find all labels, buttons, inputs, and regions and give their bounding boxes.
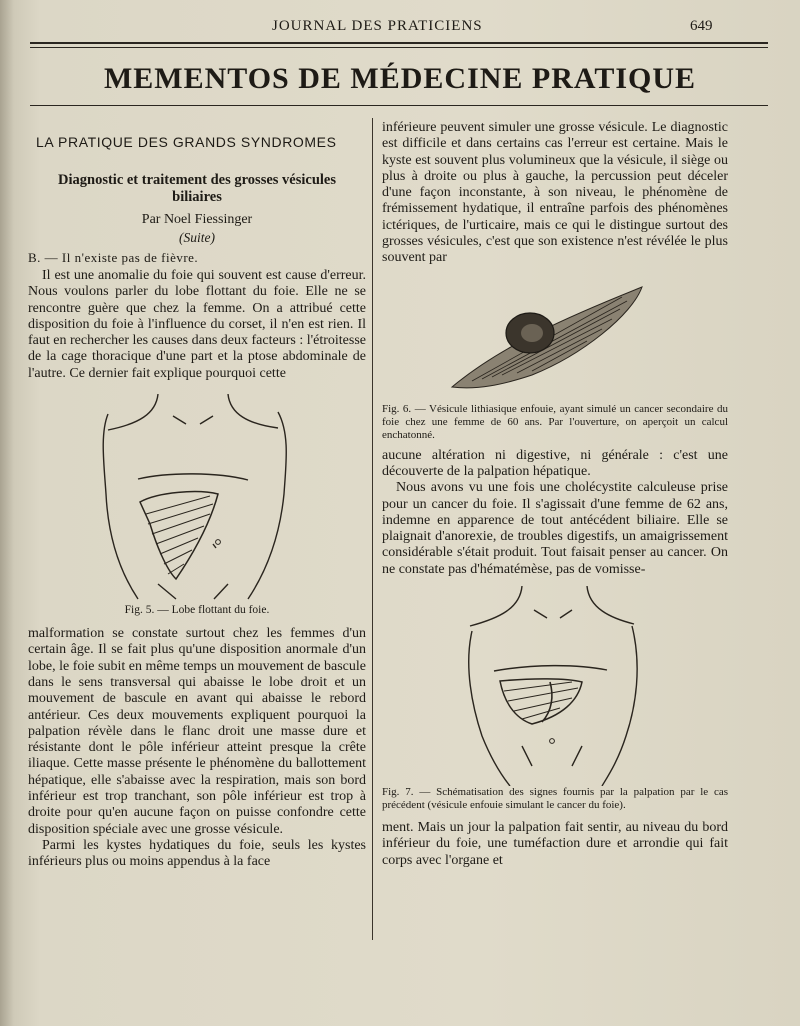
- header-rule: [30, 42, 768, 44]
- figure-5-drawing: [28, 394, 366, 604]
- figure-6-drawing: [382, 275, 728, 403]
- author-byline: Par Noel Fiessinger: [141, 212, 253, 227]
- article-title-line1: Diagnostic et traitement des grosses vésicules: [58, 172, 336, 188]
- rubric-heading: LA PRATIQUE DES GRANDS SYNDROMES: [36, 134, 337, 150]
- paragraph: inférieure peuvent simuler une grosse vésicule. Le diagnostic est difficile et dans certains cas l'erreur est certaine. Mais le kyste est souvent plus volumineux que la vésicule, il siège ou plus à droite ou plus à gauche, la percussion peut déceler d'une façon inconstante, à son niveau, le phénomène de frémissement hydatique, il entraîne parfois des phénomènes ictériques, de l'urticaire, mais ce qui le distingue surtout des grosses vésicules, c'est que son existence n'est révélée le plus souvent par: [382, 120, 728, 266]
- paragraph: aucune altération ni digestive, ni générale : c'est une découverte de la palpation hépatique.: [382, 447, 728, 479]
- subheading: B. — Il n'existe pas de fièvre.: [28, 250, 199, 265]
- figure-6: [382, 275, 728, 403]
- title-rule: [30, 105, 768, 106]
- article-title-line2: biliaires: [172, 189, 222, 205]
- section-title: MEMENTOS DE MÉDECINE PRATIQUE: [103, 62, 697, 95]
- figure-5: [28, 394, 366, 604]
- header-rule-thin: [30, 47, 768, 48]
- paragraph: Nous avons vu une fois une cholécystite calculeuse prise pour un cancer du foie. Il s'agissait d'une femme de 62 ans, indemne en apparence de tout antécédent biliaire. Elle se plaignait d'anorexie, de troubles digestifs, un amaigrissement considérable s'était produit. Tout faisait penser au cancer. On ne constate pas d'hématémèse, pas de vomisse-: [382, 480, 728, 577]
- figure-7: [382, 586, 728, 786]
- article-title: [28, 172, 366, 206]
- running-title: JOURNAL DES PRATICIENS: [272, 18, 483, 34]
- page-number: 649: [690, 18, 713, 34]
- right-column: [382, 120, 728, 869]
- column-divider: [372, 118, 373, 940]
- figure-7-drawing: [382, 586, 728, 786]
- paragraph: malformation se constate surtout chez les femmes d'un certain âge. Il se fait plus qu'une disposition anormale d'un lobe, le foie subit en même temps un mouvement de bascule dans le sens transversal qui abaisse le lobe droit et un mouvement de bascule en avant qui abaisse le rebord antérieur. Ces deux mouvements expliquent pourquoi la palpation révèle dans le flanc droit une masse dure et résistante dont le pôle inférieur atteint presque la crête iliaque. Cette masse présente le phénomène du ballottement hépatique, elle s'abaisse avec la respiration, mais son bord inférieur est trop tranchant, son pôle inférieur est trop à droite pour qu'en aucune façon on puisse confondre cette disposition spéciale avec une grosse vésicule.: [28, 626, 366, 837]
- paragraph: Parmi les kystes hydatiques du foie, seuls les kystes inférieurs plus ou moins appendus à la face: [28, 837, 366, 870]
- continued-note: (Suite): [179, 230, 215, 245]
- left-column: [28, 120, 366, 871]
- paragraph: ment. Mais un jour la palpation fait sentir, au niveau du bord inférieur du foie, une tuméfaction dure et arrondie qui fait corps avec l'organe et: [382, 820, 728, 868]
- figure-5-caption: Fig. 5. — Lobe flottant du foie.: [124, 604, 270, 617]
- paragraph: Il est une anomalie du foie qui souvent est cause d'erreur. Nous voulons parler du lobe flottant du foie. Elle ne se rencontre guère que chez la femme. On a attribué cette disposition du foie à l'influence du corset, il n'en est rien. Il faut en rechercher les causes dans deux facteurs : l'étroitesse de la cage thoracique d'une part et la ptose abdominale de l'autre. Ce dernier fait explique pourquoi cette: [28, 268, 366, 381]
- figure-7-caption: Fig. 7. — Schématisation des signes fournis par la palpation par le cas précédent (vésicule enfouie simulant le cancer du foie).: [382, 786, 728, 812]
- running-head: [0, 18, 800, 40]
- figure-6-caption: Fig. 6. — Vésicule lithiasique enfouie, ayant simulé un cancer secondaire du foie chez une femme de 60 ans. Par l'ouverture, on aperçoit un calcul enchatonné.: [382, 402, 728, 441]
